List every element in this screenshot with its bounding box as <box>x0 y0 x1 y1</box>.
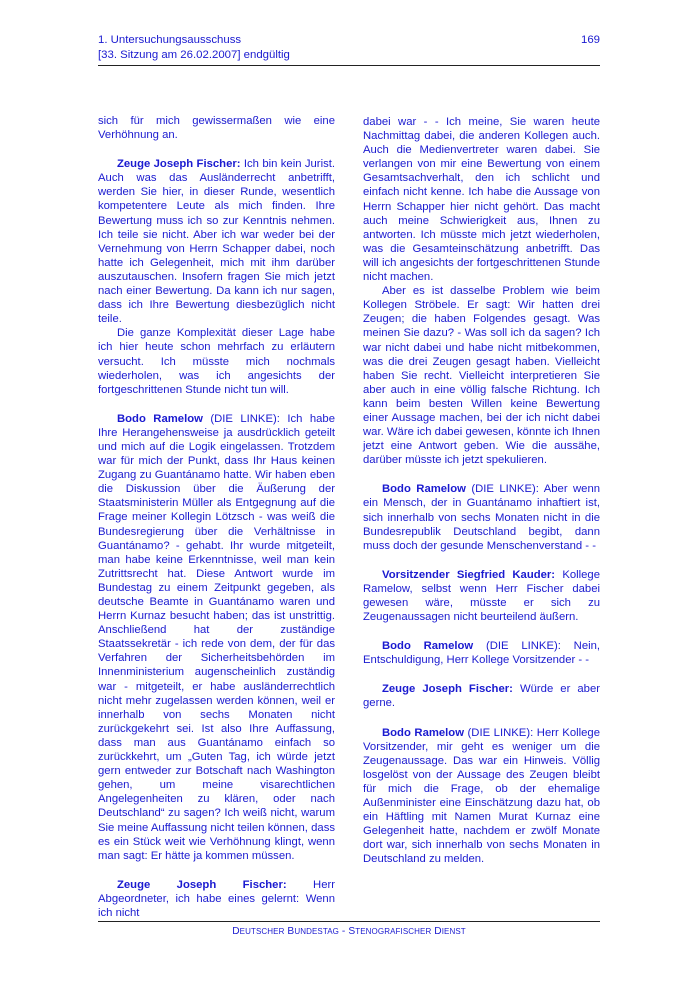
header-rule <box>98 65 600 66</box>
paragraph: Bodo Ramelow (DIE LINKE): Aber wenn ein Mensch, der in Guantánamo inhaftiert ist, sich innerhalb von sechs Monaten nicht in die Bundesrepublik Deutschland begibt, dann muss doch der gesunde Menschenverstand - - <box>363 483 601 552</box>
paragraph: Zeuge Joseph Fischer: Würde er aber gerne. <box>363 683 600 710</box>
speaker-name: Zeuge Joseph Fischer: <box>117 158 241 171</box>
session-title: [33. Sitzung am 26.02.2007] endgültig <box>98 49 290 61</box>
paragraph: Vorsitzender Siegfried Kauder: Kollege Ramelow, selbst wenn Herr Fischer dabei gewesen wäre, müsste er sich zu Zeugenaussagen nicht beurteilend äußern. <box>363 568 600 624</box>
page-header <box>98 33 600 63</box>
speaker-name: Bodo Ramelow <box>382 483 466 496</box>
speaker-name: Bodo Ramelow <box>382 640 474 653</box>
right-column <box>363 115 600 867</box>
speaker-name: Vorsitzender Siegfried Kauder: <box>382 568 556 581</box>
speaker-name: Bodo Ramelow <box>117 412 203 425</box>
paragraph: Bodo Ramelow (DIE LINKE): Nein, Entschuldigung, Herr Kollege Vorsitzender - - <box>363 640 601 667</box>
paragraph: Zeuge Joseph Fischer: Ich bin kein Jurist. Auch was das Ausländerrecht anbetrifft, werden Sie hier, in dieser Runde, wesentlich kompetentere Leute als mich finden. Ihre Bewertung muss ich so zur Kenntnis nehmen. Ich teile sie nicht. Aber ich war weder bei der Vernehmung von Herrn Schapper dabei, noch hatte ich Gelegenheit, mich mit ihm darüber auszutauschen. Insofern fragen Sie mich jetzt nach einer Bewertung. Da kann ich nur sagen, dass ich Ihre Bewertung diesbezüglich nicht teile. <box>98 158 335 326</box>
speaker-name: Bodo Ramelow <box>382 726 464 739</box>
page-footer <box>98 926 600 937</box>
footer-text: DEUTSCHER BUNDESTAG - STENOGRAFISCHER DIENST <box>232 926 466 937</box>
paragraph: Die ganze Komplexität dieser Lage habe ich hier heute schon mehrfach zu erläutern versucht. Ich müsste mich nochmals wiederholen, was ich angesichts der fortgeschrittenen Stunde nicht tun will. <box>98 327 335 396</box>
speaker-affiliation: (DIE LINKE): <box>485 640 561 653</box>
page-number: 169 <box>580 34 600 46</box>
speaker-name: Zeuge Joseph Fischer: <box>117 878 287 891</box>
paragraph: Bodo Ramelow (DIE LINKE): Ich habe Ihre Herangehensweise ja ausdrücklich geteilt und mich auf die Logik eingelassen. Trotzdem war für mich der Punkt, dass Ihr Haus keinen Zugang zu Guantánamo hatte. Wir haben eben die Diskussion über die Äußerung der Staatsministerin Müller als Entgegnung auf die Frage meiner Kollegin Lötzsch - was weiß die Bundesregierung über die Verhältnisse in Guantánamo? - gehabt. Ihr wurde mitgeteilt, man habe keine Erkenntnisse, weil man kein Zutrittsrecht hat. Diese Antwort wurde im Bundestag zu einem Zeitpunkt gegeben, als deutsche Beamte in Guantánamo waren und Herrn Kurnaz besucht haben; das ist unstrittig. Anschließend hat der zuständige Staatssekretär - ich rede von dem, der für das Verfahren der Sicherheitsbehörden im Innenministerium augenscheinlich zuständig war - mitgeteilt, er habe ausländerrechtlich nicht mehr zugelassen werden können, weil er innerhalb von sechs Monaten nicht zurückgekehrt sei. Ist also Ihre Auffassung, dass man aus Guantánamo einfach so zurückkehrt, um „Guten Tag, ich würde jetzt gern entweder zur Botschaft nach Washington gehen, um meine visarechtlichen Angelegenheiten zu klären, oder nach Deutschland“ zu sagen? Ich weiß nicht, warum Sie meine Auffassung nicht teilen können, dass es ein Stück weit wie Verhöhnung klingt, wenn man sagt: Er hätte ja kommen müssen. <box>98 412 335 862</box>
paragraph: dabei war - - Ich meine, Sie waren heute Nachmittag dabei, die anderen Kollegen auch. Auch die Medienvertreter waren dabei. Sie verlangen von mir eine Bewertung von einem Gesamtsachverhalt, den ich schlicht und einfach nicht kenne. Ich habe die Aussage von Herrn Schapper hier nicht gehört. Das macht auch meine Schwierigkeit aus, Ihnen zu antworten. Ich müsste mich jetzt wiederholen, was die Gesamteinschätzung anbetrifft. Das will ich angesichts der fortgeschrittenen Stunde nicht machen. <box>363 116 600 284</box>
footer-rule <box>98 921 600 922</box>
speaker-affiliation: (DIE LINKE): <box>471 483 539 496</box>
speaker-name: Zeuge Joseph Fischer: <box>382 683 513 696</box>
speaker-affiliation: (DIE LINKE): <box>467 726 534 739</box>
committee-title: 1. Untersuchungsausschuss <box>98 34 242 46</box>
paragraph: Zeuge Joseph Fischer: Herr Abgeordneter, ich habe eines gelernt: Wenn ich nicht <box>98 878 335 919</box>
paragraph: Bodo Ramelow (DIE LINKE): Herr Kollege Vorsitzender, mir geht es weniger um die Zeugenaussage. Das war ein Hinweis. Völlig losgelöst von der Aussage des Zeugen bleibt für mich die Frage, ob der ehemalige Außenminister eine Einschätzung dazu hat, ob ein Häftling mit Namen Murat Kurnaz eine Gelegenheit hatte, nachdem er zwölf Monate dort war, sich innerhalb von sechs Monaten in Deutschland zu melden. <box>363 726 600 866</box>
paragraph: Aber es ist dasselbe Problem wie beim Kollegen Ströbele. Er sagt: Wir hatten drei Zeugen; die haben Folgendes gesagt. Was meinen Sie dazu? - Was soll ich da sagen? Ich war nicht dabei und habe nicht mitbekommen, was die drei Zeugen gesagt haben. Vielleicht haben Sie recht. Vielleicht interpretieren Sie aber auch in eine völlig falsche Richtung. Ich kann beim besten Willen keine Bewertung einer Aussage machen, bei der ich nicht dabei war. Wäre ich dabei gewesen, könnte ich Ihnen jetzt eine Antwort geben. Wie die aussähe, darüber müsste ich jetzt spekulieren. <box>363 285 600 467</box>
paragraph: sich für mich gewissermaßen wie eine Verhöhnung an. <box>98 115 335 142</box>
speaker-affiliation: (DIE LINKE): <box>210 412 280 425</box>
left-column <box>98 114 335 920</box>
